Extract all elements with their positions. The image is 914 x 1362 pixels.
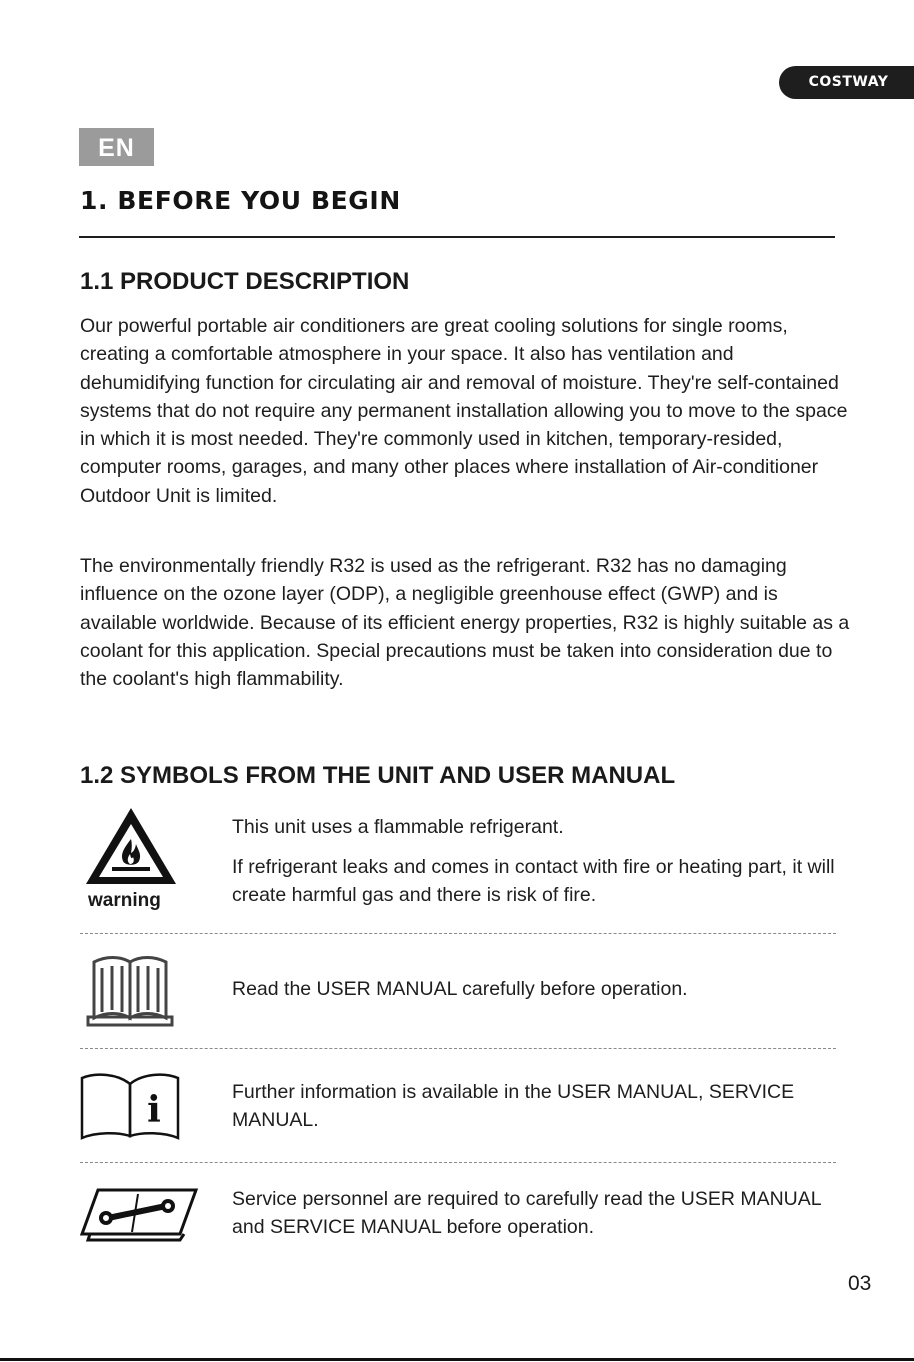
- symbol-3-text: Further information is available in the USER MANUAL, SERVICE MANUAL.: [232, 1081, 795, 1132]
- symbol-2-text: Read the USER MANUAL carefully before operation.: [232, 978, 688, 1000]
- symbol-4-text: Service personnel are required to carefully read the USER MANUAL and SERVICE MANUAL before operation.: [232, 1188, 821, 1239]
- manual-info-icon: [80, 1070, 180, 1147]
- symbol-1-text-line-1: This unit uses a flammable refrigerant.: [232, 816, 564, 838]
- page-number: 03: [848, 1272, 872, 1295]
- product-description-paragraph-2: The environmentally friendly R32 is used as the refrigerant. R32 has no damaging influence on the ozone layer (ODP), a negligible greenhouse effect (GWP) and is available worldwide. Because of its efficient energy properties, R32 is highly suitable as a coolant for this application. Special precautions must be taken into consideration due to the coolant's high flammability.: [80, 555, 850, 691]
- symbol-divider: [80, 1048, 836, 1049]
- product-description-heading: 1.1 PRODUCT DESCRIPTION: [80, 268, 410, 295]
- svg-text:i: i: [147, 1089, 161, 1131]
- symbols-heading: 1.2 SYMBOLS FROM THE UNIT AND USER MANUAL: [80, 762, 676, 789]
- symbol-divider: [80, 1162, 836, 1163]
- page-bottom-border: [0, 1358, 914, 1361]
- symbol-divider: [80, 933, 836, 934]
- open-book-icon: [86, 954, 174, 1033]
- brand-logo: COSTWAY: [779, 66, 914, 99]
- title-divider: [79, 236, 835, 238]
- section-title: 1. BEFORE YOU BEGIN: [80, 186, 401, 215]
- flammable-warning-icon: [84, 806, 178, 891]
- product-description-paragraph-1: Our powerful portable air conditioners are great cooling solutions for single rooms, creating a comfortable atmosphere in your space. It also has ventilation and dehumidifying function for circulating air and removal of moisture. They're self-contained systems that do not require any permanent installation allowing you to move to the space in which it is most needed. They're commonly used in kitchen, temporary-resided, computer rooms, garages, and many other places where installation of Air-conditioner Outdoor Unit is limited.: [80, 315, 848, 507]
- symbol-1-text-line-2: If refrigerant leaks and comes in contact with fire or heating part, it will create harmful gas and there is risk of fire.: [232, 856, 835, 907]
- warning-label: warning: [88, 890, 161, 911]
- service-manual-wrench-icon: [80, 1184, 198, 1247]
- language-badge: EN: [79, 128, 154, 166]
